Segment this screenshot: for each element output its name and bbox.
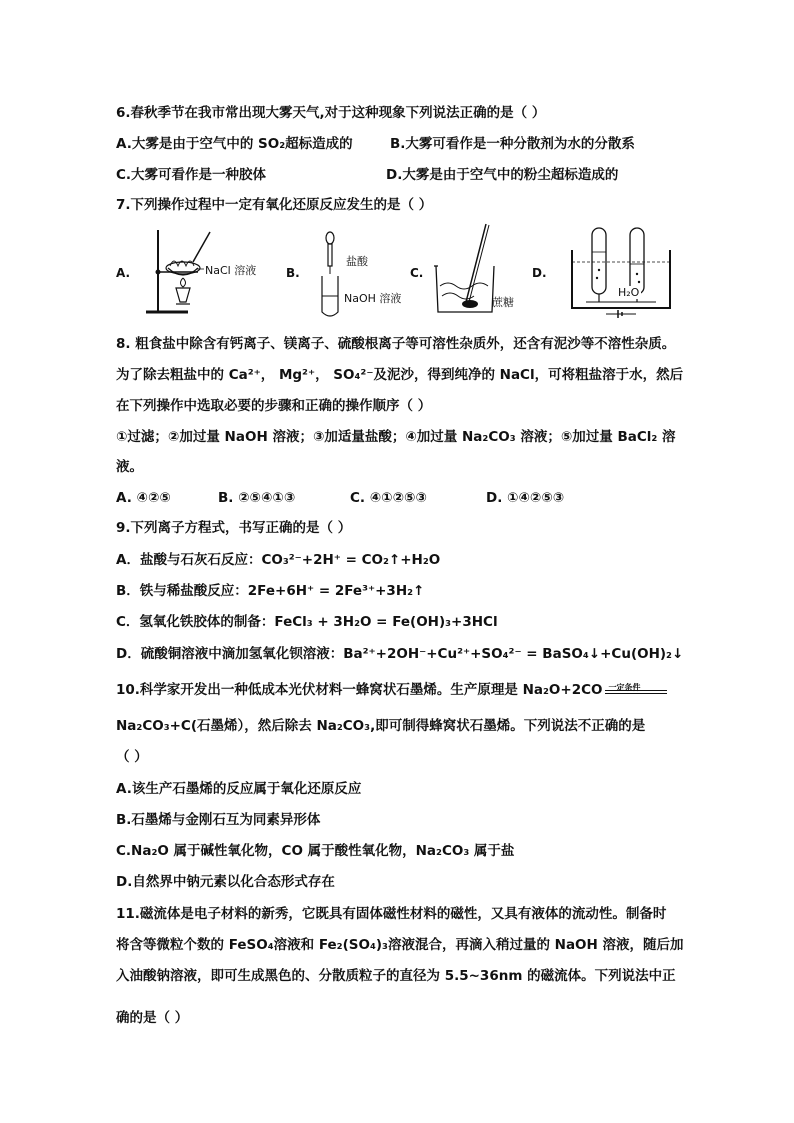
q7-fig-b-letter: B. [286,266,300,280]
q11-line3: 入油酸钠溶液，即可生成黑色的、分散质粒子的直径为 5.5~36nm 的磁流体。下列说法中正 [116,968,676,984]
reaction-condition-label: 一定条件 [608,683,641,692]
q10-line2: Na₂CO₃+C(石墨烯），然后除去 Na₂CO₃,即可制得蜂窝状石墨烯。下列说法不正确的是 [116,718,646,734]
q10-line3: （ ） [116,749,148,765]
q6-option-c: C.大雾可看作是一种胶体 [116,167,267,183]
q7-fig-d-label: H₂O [618,286,640,299]
q7-fig-a-label: NaCl 溶液 [205,264,257,277]
beaker-sugar-figure [430,222,500,322]
q11-line1: 11.磁流体是电子材料的新秀，它既具有固体磁性材料的磁性，又具有液体的流动性。制备时 [116,906,667,922]
q9-stem: 9.下列离子方程式，书写正确的是（ ） [116,520,352,536]
q8-line2: 为了除去粗盐中的 Ca²⁺， Mg²⁺， SO₄²⁻及泥沙，得到纯净的 NaCl，可将粗盐溶于水，然后 [116,367,684,383]
q9-option-b: B．铁与稀盐酸反应：2Fe+6H⁺ = 2Fe³⁺+3H₂↑ [116,583,425,599]
q6-stem: 6.春秋季节在我市常出现大雾天气,对于这种现象下列说法正确的是（ ） [116,105,546,121]
q6-option-a: A.大雾是由于空气中的 SO₂超标造成的 [116,136,353,152]
q9-option-c: C．氢氧化铁胶体的制备：FeCl₃ + 3H₂O = Fe(OH)₃+3HCl [116,614,498,630]
q7-fig-a-letter: A. [116,266,131,280]
q6-option-b: B.大雾可看作是一种分散剂为水的分散系 [390,136,635,152]
q11-line4: 确的是（ ） [116,1010,189,1026]
q7-fig-b-label-top: 盐酸 [346,255,368,268]
q10-line1-text: 10.科学家开发出一种低成本光伏材料一蜂窝状石墨烯。生产原理是 Na₂O+2CO [116,682,603,698]
q10-option-a: A.该生产石墨烯的反应属于氧化还原反应 [116,781,362,797]
dropper-test-tube-figure [312,222,352,322]
q7-fig-c-label: 蔗糖 [492,296,514,309]
q8-line5: 液。 [116,459,143,475]
q7-fig-b-label-bottom: NaOH 溶液 [344,292,402,305]
q10-line1 [116,681,667,699]
q9-option-d: D．硫酸铜溶液中滴加氢氧化钡溶液：Ba²⁺+2OH⁻+Cu²⁺+SO₄²⁻ = BaSO₄↓+Cu(OH)₂↓ [116,646,684,662]
q11-line2: 将含等微粒个数的 FeSO₄溶液和 Fe₂(SO₄)₃溶液混合，再滴入稍过量的 NaOH 溶液，随后加 [116,937,684,953]
q8-line3: 在下列操作中选取必要的步骤和正确的操作顺序（ ） [116,398,432,414]
q8-option-d: D. ①④②⑤③ [486,490,565,506]
water-electrolysis-figure [566,222,676,322]
q8-option-a: A. ④②⑤ [116,490,171,506]
q7-fig-c-letter: C. [410,266,424,280]
q10-option-d: D.自然界中钠元素以化合态形式存在 [116,874,335,890]
q6-option-d: D.大雾是由于空气中的粉尘超标造成的 [386,167,619,183]
q10-option-b: B.石墨烯与金刚石互为同素异形体 [116,812,321,828]
q7-fig-d-letter: D. [532,266,547,280]
q8-option-b: B. ②⑤④①③ [218,490,296,506]
q8-line4: ①过滤；②加过量 NaOH 溶液；③加适量盐酸；④加过量 Na₂CO₃ 溶液；⑤加过量 BaCl₂ 溶 [116,429,676,445]
reaction-condition-arrow [605,683,667,694]
q7-stem: 7.下列操作过程中一定有氧化还原反应发生的是（ ） [116,197,433,213]
q9-option-a: A．盐酸与石灰石反应：CO₃²⁻+2H⁺ = CO₂↑+H₂O [116,552,441,568]
q8-line1: 8. 粗食盐中除含有钙离子、镁离子、硫酸根离子等可溶性杂质外，还含有泥沙等不溶性杂质。 [116,336,676,352]
q10-option-c: C.Na₂O 属于碱性氧化物，CO 属于酸性氧化物，Na₂CO₃ 属于盐 [116,843,515,859]
q8-option-c: C. ④①②⑤③ [350,490,427,506]
